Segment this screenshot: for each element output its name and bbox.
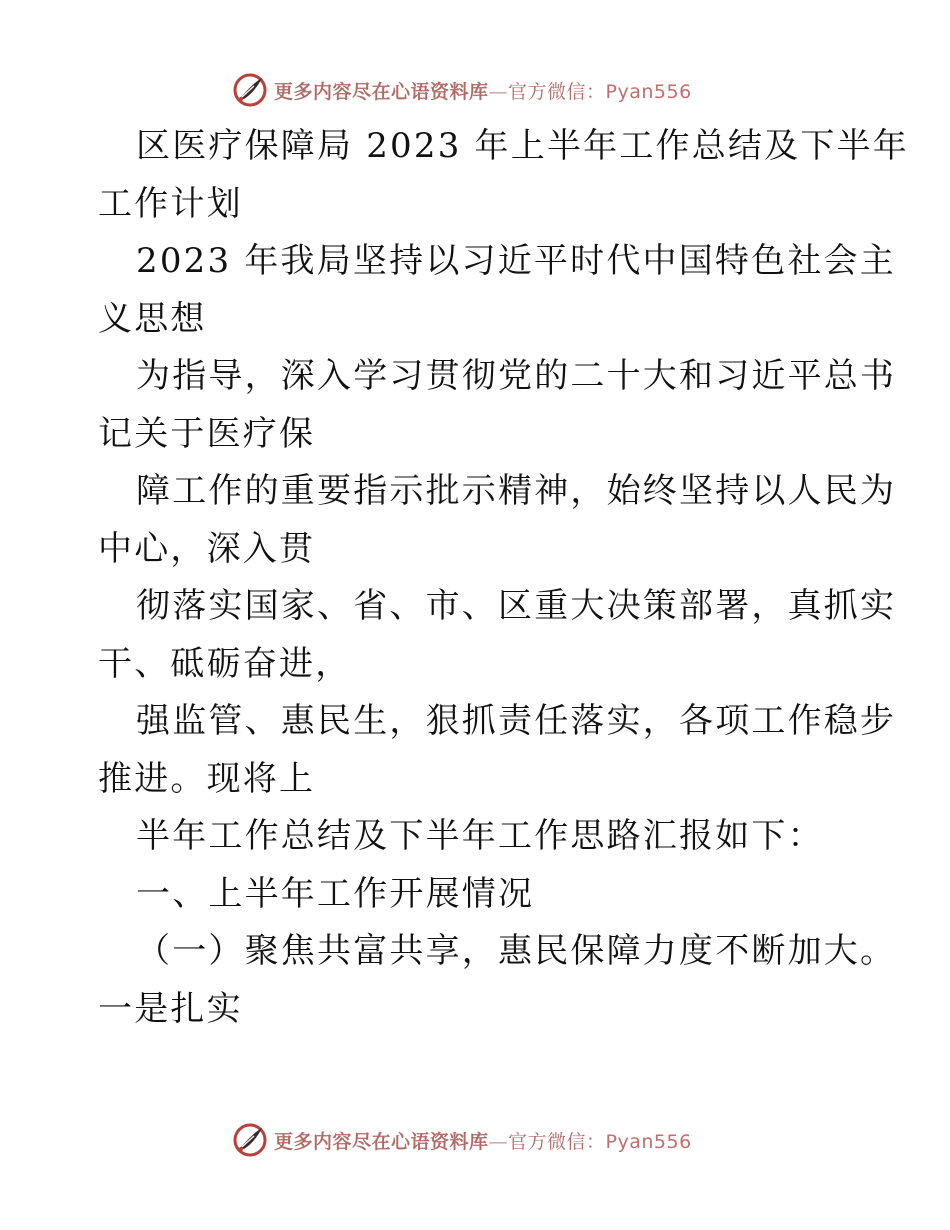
document-line: 记关于医疗保 [98, 413, 316, 454]
document-line: （一）聚焦共富共享，惠民保障力度不断加大。 [136, 931, 897, 971]
document-line: 工作计划 [98, 183, 243, 224]
feather-pen-logo-icon [232, 1122, 268, 1158]
watermark-wechat-id: Pyan556 [605, 80, 692, 103]
watermark-separator: — [488, 80, 509, 103]
document-line: 一、上半年工作开展情况 [136, 873, 535, 914]
watermark-site-text: 更多内容尽在心语资料库 [274, 1130, 489, 1153]
document-line: 障工作的重要指示批示精神，始终坚持以人民为 [136, 471, 897, 511]
document-line: 干、砥砺奋进， [98, 643, 352, 684]
watermark-wechat-label: 官方微信： [508, 1130, 606, 1153]
watermark-banner-top [232, 70, 692, 110]
watermark-separator: — [488, 1130, 509, 1153]
watermark-wechat-id: Pyan556 [605, 1130, 692, 1153]
document-line: 推进。现将上 [98, 758, 316, 799]
document-line: 2023 年我局坚持以习近平时代中国特色社会主 [136, 241, 896, 281]
document-line: 为指导，深入学习贯彻党的二十大和习近平总书 [136, 356, 897, 396]
document-line: 半年工作总结及下半年工作思路汇报如下： [136, 816, 824, 856]
watermark-wechat-label: 官方微信： [508, 80, 606, 103]
document-body [98, 118, 909, 1038]
document-line: 彻落实国家、省、市、区重大决策部署，真抓实 [136, 586, 897, 626]
document-line: 一是扎实 [98, 988, 243, 1029]
watermark-text [274, 1127, 692, 1154]
document-line: 强监管、惠民生，狠抓责任落实，各项工作稳步 [136, 701, 897, 741]
document-line: 中心，深入贯 [98, 528, 316, 569]
watermark-banner-bottom [232, 1120, 692, 1160]
watermark-text [274, 77, 692, 104]
document-line: 区医疗保障局 2023 年上半年工作总结及下半年 [136, 126, 909, 166]
feather-pen-logo-icon [232, 72, 268, 108]
document-line: 义思想 [98, 298, 207, 339]
watermark-site-text: 更多内容尽在心语资料库 [274, 80, 489, 103]
